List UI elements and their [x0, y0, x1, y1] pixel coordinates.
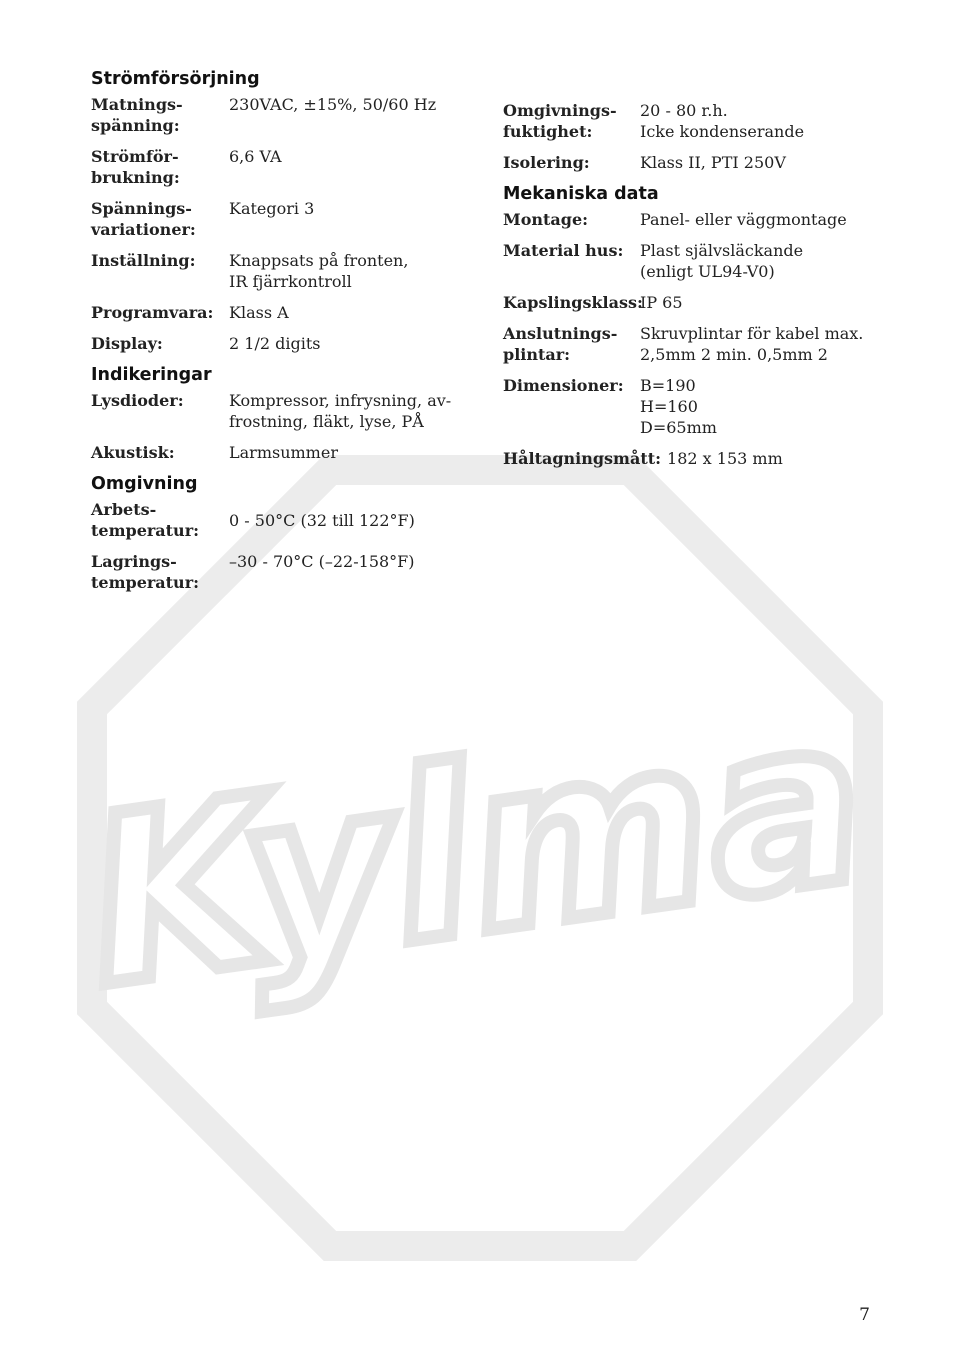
value: Klass II, PTI 250V — [640, 153, 786, 172]
row-haltagningsmatt — [503, 448, 923, 469]
label: Håltagningsmått: — [503, 449, 662, 468]
value: –30 - 70°C (–22-158°F) — [229, 552, 415, 571]
row-matningsspanning — [91, 94, 471, 136]
value: Skruvplintar för kabel max. 2,5mm 2 min. 0,5mm 2 — [640, 324, 864, 364]
row-lysdioder — [91, 390, 471, 432]
value: Klass A — [229, 303, 289, 322]
value: 20 - 80 r.h. Icke kondenserande — [640, 101, 805, 141]
value: Plast självsläckande (enligt UL94-V0) — [640, 241, 804, 281]
row-lagringstemperatur — [91, 551, 471, 593]
row-material-hus — [503, 240, 923, 282]
heading-stromforsorjning: Strömförsörjning — [91, 69, 260, 89]
value: Panel- eller väggmontage — [640, 210, 847, 229]
watermark-brand-text: Kylma — [71, 665, 881, 1039]
row-arbetstemperatur — [91, 499, 471, 541]
value: IP 65 — [640, 293, 683, 312]
value: B=190 H=160 D=65mm — [640, 376, 717, 437]
label: Matnings- spänning: — [91, 95, 183, 135]
row-installning — [91, 250, 471, 292]
label: Inställning: — [91, 251, 196, 270]
label: Anslutnings- plintar: — [503, 324, 618, 364]
left-column — [91, 68, 471, 603]
row-programvara — [91, 302, 471, 323]
heading-indikeringar: Indikeringar — [91, 365, 212, 385]
value: 6,6 VA — [229, 147, 282, 166]
row-isolering — [503, 152, 923, 173]
row-anslutningsplintar — [503, 323, 923, 365]
row-montage — [503, 209, 923, 230]
right-column — [503, 100, 923, 479]
label: Lagrings- temperatur: — [91, 552, 200, 592]
label: Dimensioner: — [503, 376, 624, 395]
value: 0 - 50°C (32 till 122°F) — [229, 511, 415, 530]
label: Strömför- brukning: — [91, 147, 180, 187]
label: Omgivnings- fuktighet: — [503, 101, 617, 141]
label: Lysdioder: — [91, 391, 184, 410]
label: Montage: — [503, 210, 589, 229]
label: Material hus: — [503, 241, 624, 260]
value: 182 x 153 mm — [667, 449, 783, 468]
row-kapslingsklass — [503, 292, 923, 313]
row-display — [91, 333, 471, 354]
row-omgivningsfuktighet — [503, 100, 923, 142]
row-akustisk — [91, 442, 471, 463]
value: Knappsats på fronten, IR fjärrkontroll — [229, 251, 409, 291]
label: Akustisk: — [91, 443, 175, 462]
value: Kompressor, infrysning, av- frostning, fläkt, lyse, PÅ — [229, 391, 452, 431]
row-stromforbrukning — [91, 146, 471, 188]
label: Spännings- variationer: — [91, 199, 196, 239]
row-dimensioner — [503, 375, 923, 438]
label: Arbets- temperatur: — [91, 500, 200, 540]
label: Programvara: — [91, 303, 214, 322]
label: Isolering: — [503, 153, 590, 172]
label: Kapslingsklass: — [503, 293, 643, 312]
value: Larmsummer — [229, 443, 338, 462]
page-number: 7 — [859, 1305, 870, 1325]
heading-omgivning: Omgivning — [91, 474, 198, 494]
value: Kategori 3 — [229, 199, 315, 218]
value: 230VAC, ±15%, 50/60 Hz — [229, 95, 437, 114]
heading-mekaniska-data: Mekaniska data — [503, 184, 659, 204]
label: Display: — [91, 334, 163, 353]
value: 2 1/2 digits — [229, 334, 321, 353]
row-spanningsvariationer — [91, 198, 471, 240]
